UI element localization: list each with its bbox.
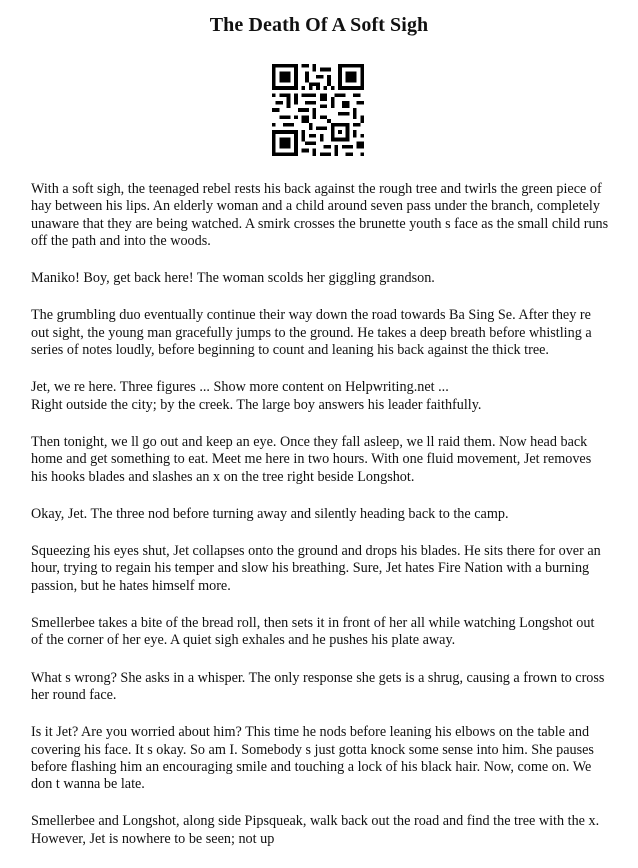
document-title: The Death Of A Soft Sigh [209,14,429,36]
paragraph: Smellerbee and Longshot, along side Pipsqueak, walk back out the road and find the tree with the x. However, Jet is nowhere to be seen; not up [31,813,600,847]
paragraph: Smellerbee takes a bite of the bread roll, then sets it in front of her all while watching Longshot out of the corner of her eye. A quiet sigh exhales and he pushes his plate away. [31,615,595,649]
paragraph: Squeezing his eyes shut, Jet collapses onto the ground and drops his blades. He sits there for over an hour, trying to regain his temper and slow his breathing. Sure, Jet hates Fire Nation with a burning passion, but he hates himself more. [31,543,601,594]
paragraph: Okay, Jet. The three nod before turning away and silently heading back to the camp. [31,505,509,522]
paragraph [31,379,609,414]
qr-code-image [272,64,364,156]
qr-code-icon [272,64,364,156]
paragraph: Is it Jet? Are you worried about him? This time he nods before leaning his elbows on the table and covering his face. It s okay. So am I. Somebody s just gotta knock some sense into him. She pauses before flashing him an encouraging smile and touching a lock of his black hair. Now, come on. We don t wanna be late. [31,724,594,793]
paragraph: With a soft sigh, the teenaged rebel rests his back against the rough tree and twirls the green piece of hay between his lips. An elderly woman and a child around seven pass under the branch, completely unaware that they are being watched. A smirk crosses the brunette youth s face as the small child runs off the path and into the woods. [31,181,609,249]
paragraph-line: Jet, we re here. Three figures ... Show more content on Helpwriting.net ... [31,379,449,396]
paragraph: Then tonight, we ll go out and keep an eye. Once they fall asleep, we ll raid them. Now head back home and get something to eat. Meet me here in two hours. With one fluid movement, Jet removes his hooks blades and slashes an x on the tree right beside Longshot. [31,433,592,485]
paragraph: Maniko! Boy, get back here! The woman scolds her giggling grandson. [31,270,435,287]
paragraph-line: Right outside the city; by the creek. The large boy answers his leader faithfully. [31,396,482,413]
paragraph: What s wrong? She asks in a whisper. The only response she gets is a shrug, causing a frown to cross her round face. [31,669,605,703]
paragraph: The grumbling duo eventually continue their way down the road towards Ba Sing Se. After they re out sight, the young man gracefully jumps to the ground. He takes a deep breath before whistling a series of notes loudly, before beginning to count and leaning his back against the thick tree. [31,307,592,359]
document-body [31,181,609,868]
